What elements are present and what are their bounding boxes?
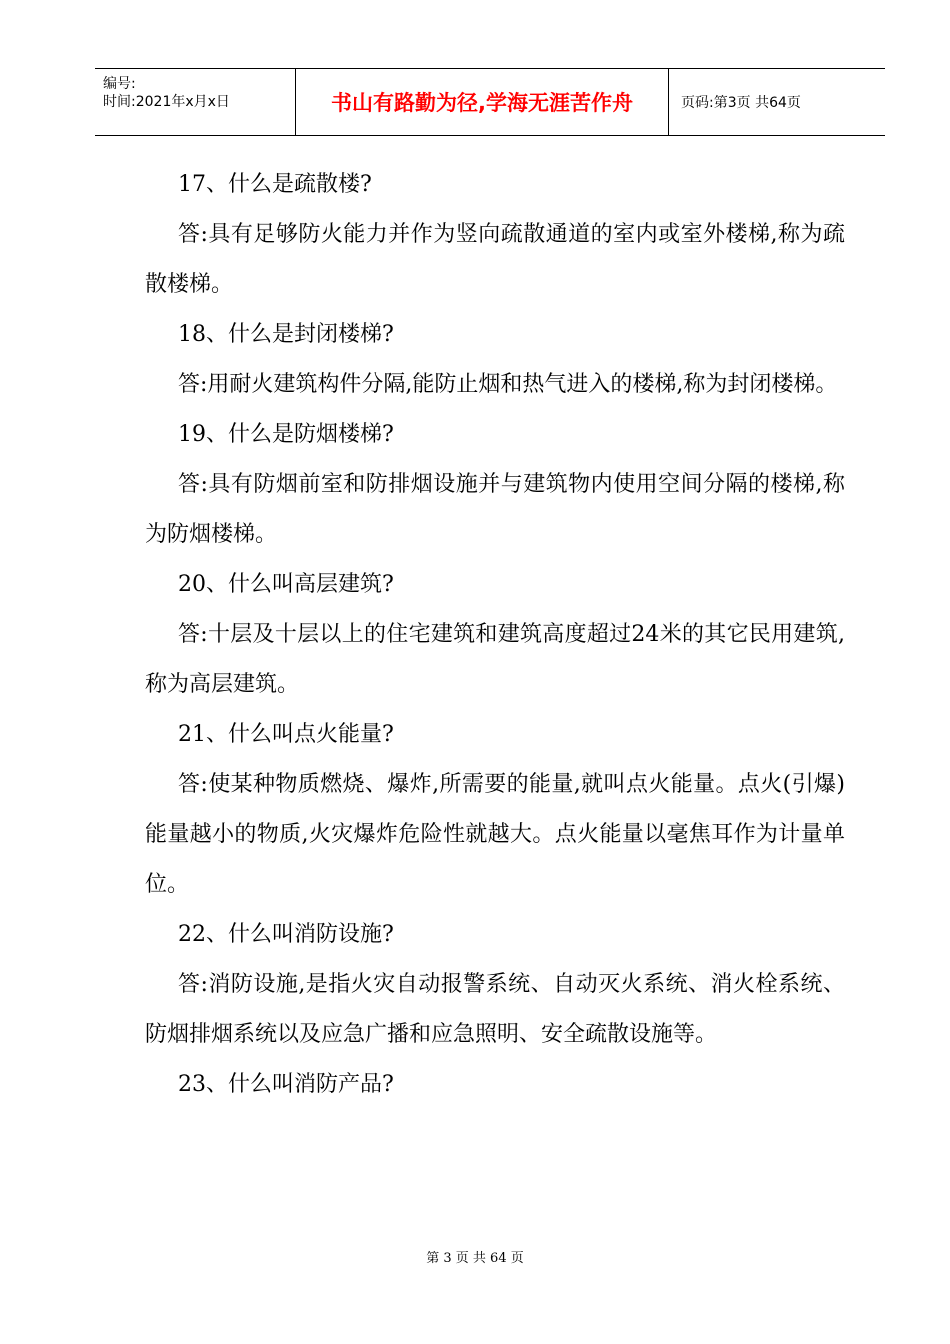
header-meta-cell xyxy=(95,69,296,135)
question-17: 17、什么是疏散楼? xyxy=(178,172,372,197)
document-body xyxy=(145,160,845,1110)
header-motto: 书山有路勤为径,学海无涯苦作舟 xyxy=(331,91,633,115)
question-19: 19、什么是防烟楼梯? xyxy=(178,422,394,447)
document-header xyxy=(95,68,885,136)
answer-22: 答:消防设施,是指火灾自动报警系统、自动灭火系统、消火栓系统、防烟排烟系统以及应急广播和应急照明、安全疏散设施等。 xyxy=(145,972,845,1047)
question-23: 23、什么叫消防产品? xyxy=(178,1072,394,1097)
page-footer: 第 3 页 共 64 页 xyxy=(426,1251,524,1266)
header-page-info: 页码:第3页 共64页 xyxy=(681,95,801,111)
question-22: 22、什么叫消防设施? xyxy=(178,922,394,947)
answer-17: 答:具有足够防火能力并作为竖向疏散通道的室内或室外楼梯,称为疏散楼梯。 xyxy=(145,222,845,297)
question-20: 20、什么叫高层建筑? xyxy=(178,572,394,597)
number-label: 编号: xyxy=(103,76,136,92)
question-21: 21、什么叫点火能量? xyxy=(178,722,394,747)
answer-21: 答:使某种物质燃烧、爆炸,所需要的能量,就叫点火能量。点火(引爆)能量越小的物质,火灾爆炸危险性就越大。点火能量以毫焦耳作为计量单位。 xyxy=(145,772,845,897)
question-18: 18、什么是封闭楼梯? xyxy=(178,322,394,347)
header-page-cell xyxy=(669,69,885,135)
header-motto-cell xyxy=(296,69,669,135)
answer-20: 答:十层及十层以上的住宅建筑和建筑高度超过24米的其它民用建筑,称为高层建筑。 xyxy=(145,622,845,697)
answer-19: 答:具有防烟前室和防排烟设施并与建筑物内使用空间分隔的楼梯,称为防烟楼梯。 xyxy=(145,472,845,547)
time-label: 时间:2021年x月x日 xyxy=(103,94,230,110)
answer-18: 答:用耐火建筑构件分隔,能防止烟和热气进入的楼梯,称为封闭楼梯。 xyxy=(178,372,838,397)
